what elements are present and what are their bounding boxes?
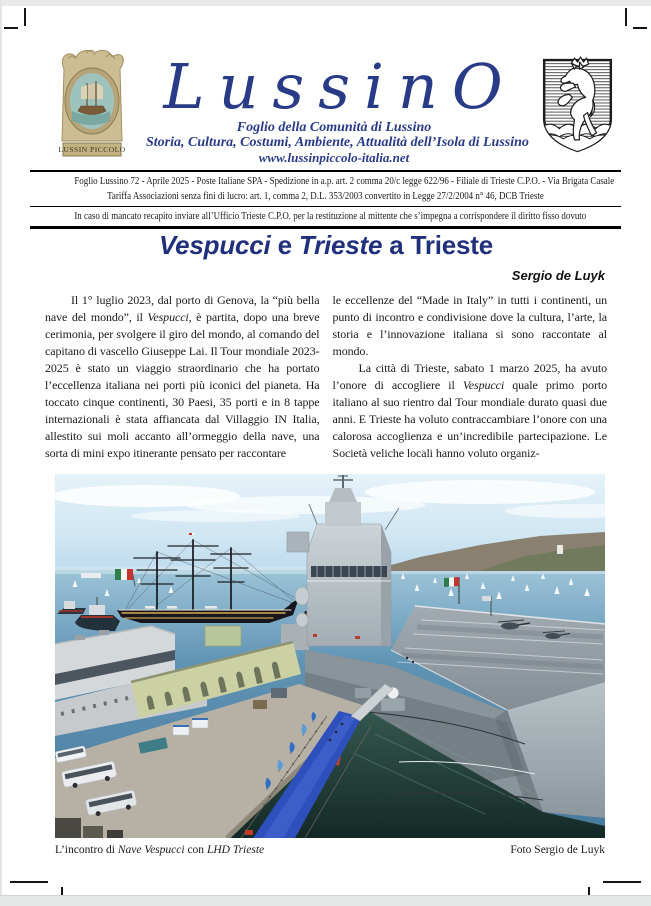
info-line-2: Tariffa Associazioni senza fini di lucro: art. 1, comma 2, D.L. 353/2003 convertito in Legge 27/2/2004 n° 46, DCB Trieste (107, 191, 544, 202)
photo-credit: Foto Sergio de Luyk (510, 844, 605, 856)
trieste-coat-of-arms-icon (539, 56, 616, 155)
crop-mark (603, 881, 641, 883)
crop-mark (633, 27, 647, 29)
crop-mark (4, 27, 18, 29)
screen-edge-top (0, 0, 651, 6)
crop-mark (24, 8, 26, 26)
masthead-website: www.lussinpiccolo-italia.net (258, 150, 410, 165)
article (45, 228, 607, 856)
photo-figure (45, 474, 607, 856)
crop-mark (625, 8, 627, 26)
screen-edge-bottom (0, 895, 651, 906)
masthead-title: LussinO (163, 50, 517, 123)
article-columns (45, 292, 607, 470)
harbor-photo (55, 474, 605, 838)
photo-caption: L’incontro di Nave Vespucci con LHD Trieste (55, 844, 265, 856)
paragraph: le eccellenze del “Made in Italy” in tutti i continenti, un punto di incontro e condivisione dove la cultura, l’arte, la storia e l’innovazione italiana si sono raccontate al mondo. (332, 293, 607, 358)
masthead-subtitle-1: Foglio della Comunità di Lussino (236, 120, 432, 135)
column-right (333, 292, 608, 470)
column-left (45, 292, 320, 470)
paragraph: Il 1° luglio 2023, dal porto di Genova, la “più bella nave del mondo”, il Vespucci, è partita, dopo una breve cerimonia, per svolgere il giro del mondo, al comando del capitano di vascello Giuseppe Lai. Il Tour mondiale 2023-2025 è stato un viaggio straordinario che ha portato l’eccellenza italiana nei porti più iconici del pianeta. Ha toccato cinque continenti, 30 Paesi, 35 porti e in 8 tappe internazionali è stata affiancata dal Villaggio IN Italia, allestito sui moli accanto all’ormeggio della nave, una sorta di mini expo itinerante pensato per raccontare (45, 293, 320, 460)
masthead (40, 44, 618, 168)
info-bar (30, 170, 621, 229)
article-author: Sergio de Luyk (511, 268, 605, 283)
crop-mark (10, 881, 48, 883)
lussin-piccolo-emblem-icon (48, 48, 136, 162)
screen-edge-left (0, 0, 2, 906)
paragraph: La città di Trieste, sabato 1 marzo 2025, ha avuto l’onore di accogliere il Vespucci quale primo porto italiano al suo rientro dal Tour mondiale durato quasi due anni. E Trieste ha voluto contraccambiare l’onore con una calorosa accoglienza e un’incredibile partecipazione. Le Società veliche locali hanno voluto organiz- (332, 361, 607, 460)
lussin-piccolo-label: LUSSIN PICCOLO (58, 145, 126, 154)
info-line-1: Foglio Lussino 72 - Aprile 2025 - Poste Italiane SPA - Spedizione in a.p. art. 2 comma 20/c legge 622/96 - Filiale di Trieste C.P.O. - Via Brigata Casale (74, 176, 615, 187)
masthead-subtitle-2: Storia, Cultura, Costumi, Ambiente, Attualità dell’Isola di Lussino (146, 135, 529, 150)
article-title: Vespucci e Trieste a Trieste (158, 230, 494, 260)
info-line-3: In caso di mancato recapito inviare all’Ufficio Trieste C.P.O. per la restituzione al mittente che s’impegna a corrispondere il diritto fisso dovuto (74, 211, 587, 222)
